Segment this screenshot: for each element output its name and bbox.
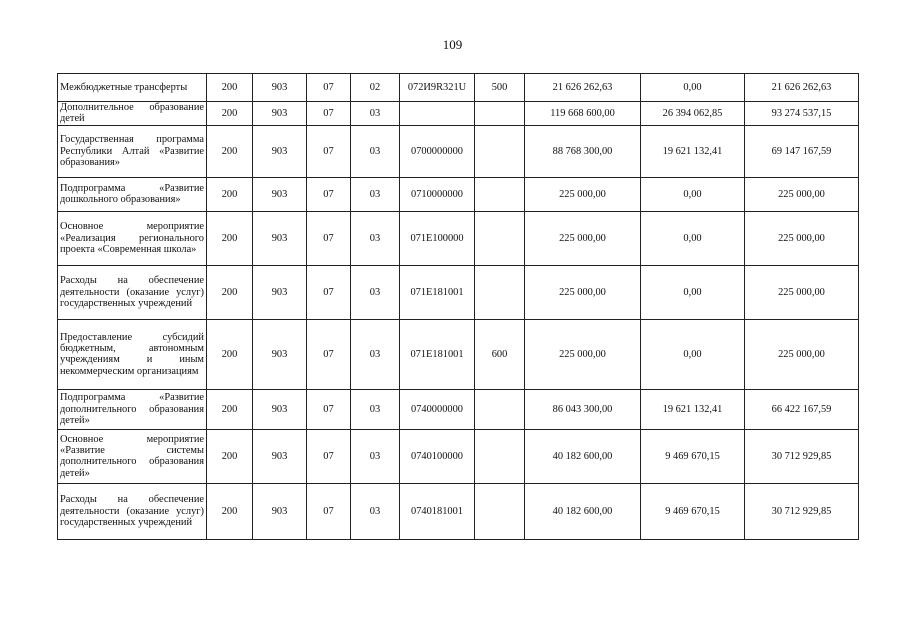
- code-cell: 903: [253, 389, 307, 429]
- expense-type-cell: [475, 483, 525, 539]
- target-article-cell: 0740000000: [400, 389, 475, 429]
- amount-remaining-cell: 93 274 537,15: [745, 102, 859, 126]
- code-cell: 200: [207, 265, 253, 319]
- expense-type-cell: [475, 389, 525, 429]
- table-row: [58, 483, 859, 539]
- row-name-cell: Межбюджетные трансферты: [58, 74, 207, 102]
- code-cell: 200: [207, 74, 253, 102]
- amount-remaining-cell: 225 000,00: [745, 319, 859, 389]
- subsection-cell: 03: [351, 125, 400, 177]
- code-cell: 200: [207, 389, 253, 429]
- amount-remaining-cell: 225 000,00: [745, 211, 859, 265]
- row-name-cell: Основное мероприятие «Реализация регионального проекта «Современная школа»: [58, 211, 207, 265]
- amount-planned-cell: 225 000,00: [525, 265, 641, 319]
- amount-executed-cell: 0,00: [641, 319, 745, 389]
- table-row: [58, 389, 859, 429]
- amount-executed-cell: 9 469 670,15: [641, 483, 745, 539]
- row-name-cell: Расходы на обеспечение деятельности (оказание услуг) государственных учреждений: [58, 483, 207, 539]
- expense-type-cell: [475, 211, 525, 265]
- subsection-cell: 03: [351, 429, 400, 483]
- amount-planned-cell: 40 182 600,00: [525, 483, 641, 539]
- section-cell: 07: [307, 265, 351, 319]
- table-row: [58, 211, 859, 265]
- row-name-cell: Подпрограмма «Развитие дополнительного образования детей»: [58, 389, 207, 429]
- amount-remaining-cell: 225 000,00: [745, 265, 859, 319]
- amount-executed-cell: 0,00: [641, 74, 745, 102]
- code-cell: 903: [253, 265, 307, 319]
- target-article-cell: 0740100000: [400, 429, 475, 483]
- section-cell: 07: [307, 102, 351, 126]
- table-row: [58, 102, 859, 126]
- table-row: [58, 177, 859, 211]
- table-row: [58, 125, 859, 177]
- subsection-cell: 03: [351, 319, 400, 389]
- amount-planned-cell: 88 768 300,00: [525, 125, 641, 177]
- budget-table: [57, 73, 859, 540]
- code-cell: 200: [207, 211, 253, 265]
- amount-executed-cell: 19 621 132,41: [641, 125, 745, 177]
- amount-remaining-cell: 225 000,00: [745, 177, 859, 211]
- section-cell: 07: [307, 389, 351, 429]
- amount-executed-cell: 0,00: [641, 265, 745, 319]
- code-cell: 200: [207, 177, 253, 211]
- section-cell: 07: [307, 125, 351, 177]
- subsection-cell: 03: [351, 177, 400, 211]
- target-article-cell: 071E181001: [400, 265, 475, 319]
- amount-executed-cell: 0,00: [641, 211, 745, 265]
- section-cell: 07: [307, 319, 351, 389]
- section-cell: 07: [307, 429, 351, 483]
- amount-remaining-cell: 30 712 929,85: [745, 429, 859, 483]
- expense-type-cell: [475, 125, 525, 177]
- row-name-cell: Расходы на обеспечение деятельности (оказание услуг) государственных учреждений: [58, 265, 207, 319]
- amount-remaining-cell: 66 422 167,59: [745, 389, 859, 429]
- target-article-cell: 0740181001: [400, 483, 475, 539]
- expense-type-cell: 600: [475, 319, 525, 389]
- expense-type-cell: [475, 429, 525, 483]
- expense-type-cell: 500: [475, 74, 525, 102]
- amount-planned-cell: 225 000,00: [525, 319, 641, 389]
- subsection-cell: 03: [351, 211, 400, 265]
- table-row: [58, 319, 859, 389]
- target-article-cell: 072И9R321U: [400, 74, 475, 102]
- code-cell: 200: [207, 429, 253, 483]
- subsection-cell: 03: [351, 483, 400, 539]
- amount-planned-cell: 86 043 300,00: [525, 389, 641, 429]
- code-cell: 903: [253, 177, 307, 211]
- code-cell: 200: [207, 319, 253, 389]
- code-cell: 200: [207, 483, 253, 539]
- subsection-cell: 02: [351, 74, 400, 102]
- amount-planned-cell: 21 626 262,63: [525, 74, 641, 102]
- expense-type-cell: [475, 102, 525, 126]
- target-article-cell: 0700000000: [400, 125, 475, 177]
- row-name-cell: Основное мероприятие «Развитие системы дополнительного образования детей»: [58, 429, 207, 483]
- table-row: [58, 74, 859, 102]
- row-name-cell: Дополнительное образование детей: [58, 102, 207, 126]
- code-cell: 200: [207, 125, 253, 177]
- code-cell: 903: [253, 125, 307, 177]
- row-name-cell: Подпрограмма «Развитие дошкольного образования»: [58, 177, 207, 211]
- amount-executed-cell: 0,00: [641, 177, 745, 211]
- amount-executed-cell: 19 621 132,41: [641, 389, 745, 429]
- section-cell: 07: [307, 74, 351, 102]
- amount-remaining-cell: 69 147 167,59: [745, 125, 859, 177]
- code-cell: 903: [253, 429, 307, 483]
- expense-type-cell: [475, 177, 525, 211]
- code-cell: 903: [253, 74, 307, 102]
- amount-planned-cell: 40 182 600,00: [525, 429, 641, 483]
- target-article-cell: 071E100000: [400, 211, 475, 265]
- table-row: [58, 265, 859, 319]
- amount-executed-cell: 26 394 062,85: [641, 102, 745, 126]
- amount-planned-cell: 225 000,00: [525, 177, 641, 211]
- section-cell: 07: [307, 483, 351, 539]
- code-cell: 903: [253, 319, 307, 389]
- row-name-cell: Государственная программа Республики Алтай «Развитие образования»: [58, 125, 207, 177]
- subsection-cell: 03: [351, 102, 400, 126]
- code-cell: 903: [253, 483, 307, 539]
- amount-planned-cell: 225 000,00: [525, 211, 641, 265]
- row-name-cell: Предоставление субсидий бюджетным, автономным учреждениям и иным некоммерческим организациям: [58, 319, 207, 389]
- target-article-cell: [400, 102, 475, 126]
- target-article-cell: 0710000000: [400, 177, 475, 211]
- page-number: 109: [442, 37, 463, 52]
- section-cell: 07: [307, 177, 351, 211]
- subsection-cell: 03: [351, 265, 400, 319]
- code-cell: 200: [207, 102, 253, 126]
- amount-executed-cell: 9 469 670,15: [641, 429, 745, 483]
- amount-remaining-cell: 30 712 929,85: [745, 483, 859, 539]
- target-article-cell: 071E181001: [400, 319, 475, 389]
- code-cell: 903: [253, 102, 307, 126]
- table-row: [58, 429, 859, 483]
- subsection-cell: 03: [351, 389, 400, 429]
- amount-remaining-cell: 21 626 262,63: [745, 74, 859, 102]
- amount-planned-cell: 119 668 600,00: [525, 102, 641, 126]
- code-cell: 903: [253, 211, 307, 265]
- section-cell: 07: [307, 211, 351, 265]
- expense-type-cell: [475, 265, 525, 319]
